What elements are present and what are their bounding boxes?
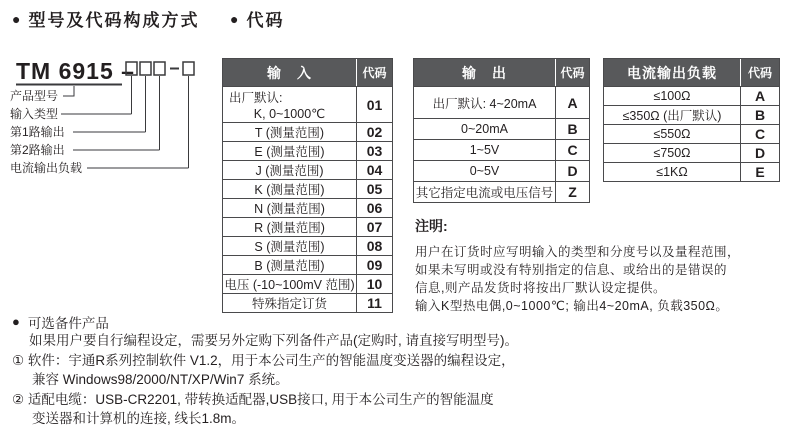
row-label: J (测量范围) xyxy=(255,164,324,178)
label-current-load: 电流输出负载 xyxy=(10,161,83,175)
row-code: D xyxy=(740,144,779,162)
bullet-icon: ● xyxy=(12,314,20,329)
code-box-output1 xyxy=(140,62,151,75)
section-title-model-code xyxy=(12,6,199,31)
header-code: 代码 xyxy=(740,59,779,86)
row-label: 出厂默认: 4~20mA xyxy=(432,96,537,111)
table-row xyxy=(223,236,392,255)
accessories-title-text: 可选备件产品 xyxy=(27,315,109,331)
header-title: 电流输出负载 xyxy=(627,65,717,81)
table-row xyxy=(414,160,589,181)
table-header xyxy=(414,59,589,86)
table-row xyxy=(223,293,392,312)
row-code: C xyxy=(555,140,589,160)
row-code: 10 xyxy=(356,275,392,293)
row-label: ≤550Ω xyxy=(653,127,691,141)
row-code: 02 xyxy=(356,123,392,141)
accessories-title xyxy=(12,312,784,331)
row-label: 0~5V xyxy=(469,164,500,178)
table-row xyxy=(223,217,392,236)
table-row xyxy=(223,122,392,141)
table-header xyxy=(604,59,779,86)
row-label: 出厂默认: K, 0~1000℃ xyxy=(229,91,326,121)
label-output-1: 第1路输出 xyxy=(10,125,65,139)
load-code-table xyxy=(603,58,780,182)
table-row xyxy=(223,274,392,293)
table-row xyxy=(223,160,392,179)
row-label: ≤750Ω xyxy=(653,146,691,160)
row-code: A xyxy=(555,87,589,118)
row-label: N (测量范围) xyxy=(254,202,325,216)
row-code: D xyxy=(555,161,589,181)
section-title-text: 型号及代码构成方式 xyxy=(28,11,200,30)
table-row xyxy=(414,86,589,118)
bullet-icon: ● xyxy=(12,10,21,27)
row-label: 1~5V xyxy=(469,143,500,157)
row-label: S (测量范围) xyxy=(254,240,325,254)
table-row xyxy=(223,255,392,274)
label-input-type: 输入类型 xyxy=(10,107,59,121)
table-row xyxy=(604,86,779,105)
row-label: ≤350Ω (出厂默认) xyxy=(622,109,722,123)
row-code: E xyxy=(740,163,779,181)
table-row xyxy=(604,105,779,124)
header-title: 输 出 xyxy=(462,65,507,81)
row-label: T (测量范围) xyxy=(254,126,325,140)
row-code: 01 xyxy=(356,87,392,122)
row-label: R (测量范围) xyxy=(254,221,325,235)
row-label: E (测量范围) xyxy=(254,145,325,159)
table-row xyxy=(604,162,779,181)
row-code: 07 xyxy=(356,218,392,236)
label-output-2: 第2路输出 xyxy=(10,143,65,157)
table-row xyxy=(414,139,589,160)
table-row xyxy=(414,181,589,202)
section-title-text: 代码 xyxy=(246,11,285,30)
header-title: 输 入 xyxy=(267,65,312,81)
row-label: ≤1KΩ xyxy=(656,165,688,179)
header-code: 代码 xyxy=(555,59,589,86)
model-code-diagram xyxy=(0,48,220,198)
row-code: B xyxy=(555,119,589,139)
note-line: 输入K型热电偶,0~1000℃; 输出4~20mA, 负载350Ω。 xyxy=(415,299,729,313)
note-line: 信息,则产品发货时将按出厂默认设定提供。 xyxy=(415,281,666,295)
accessories-intro: 如果用户要自行编程设定，需要另外定购下列备件产品(定购时, 请直接写明型号)。 xyxy=(29,333,518,348)
code-box-output2 xyxy=(154,62,165,75)
code-box-load xyxy=(183,62,194,75)
row-label: B (测量范围) xyxy=(254,259,325,273)
row-label: 电压 (-10~100mV 范围) xyxy=(224,278,355,292)
row-label: ≤100Ω xyxy=(653,89,691,103)
table-row xyxy=(223,198,392,217)
row-label: 0~20mA xyxy=(461,122,508,136)
row-code: 11 xyxy=(356,294,392,312)
table-header xyxy=(223,59,392,86)
row-code: 03 xyxy=(356,142,392,160)
table-row xyxy=(223,141,392,160)
table-row xyxy=(223,179,392,198)
row-code: C xyxy=(740,125,779,143)
row-code: 06 xyxy=(356,199,392,217)
table-row xyxy=(223,86,392,122)
row-code: 08 xyxy=(356,237,392,255)
row-label: 其它指定电流或电压信号 xyxy=(415,186,554,200)
accessories-section xyxy=(12,312,784,429)
row-code: Z xyxy=(555,182,589,202)
row-code: 09 xyxy=(356,256,392,274)
note-line: 用户在订货时应写明输入的类型和分度号以及量程范围， xyxy=(415,245,741,259)
note-section xyxy=(415,216,785,315)
note-title: 注明: xyxy=(415,218,448,234)
accessory-item-software: ① 软件：宇通R系列控制软件 V1.2，用于本公司生产的智能温度变送器的编程设定， xyxy=(12,352,515,368)
table-row xyxy=(604,124,779,143)
bullet-icon: ● xyxy=(230,10,239,27)
row-label: 特殊指定订货 xyxy=(251,297,327,311)
row-code: 04 xyxy=(356,161,392,179)
accessory-item-cable: ② 适配电缆：USB-CR2201, 带转换适配器,USB接口, 用于本公司生产的智能温度 xyxy=(12,391,494,407)
row-label: K (测量范围) xyxy=(254,183,325,197)
header-code: 代码 xyxy=(356,59,392,86)
table-row xyxy=(604,143,779,162)
table-row xyxy=(414,118,589,139)
accessory-item-cable-cont: 变送器和计算机的连接, 线长1.8m。 xyxy=(32,411,246,426)
row-code: B xyxy=(740,106,779,124)
row-code: A xyxy=(740,87,779,105)
row-code: 05 xyxy=(356,180,392,198)
model-number: TM 6915 – xyxy=(16,58,135,84)
output-code-table xyxy=(413,58,590,203)
input-code-table xyxy=(222,58,393,313)
accessory-item-software-cont: 兼容 Windows98/2000/NT/XP/Win7 系统。 xyxy=(32,372,289,387)
section-title-codes xyxy=(230,6,284,31)
note-line: 如果未写明或没有特别指定的信息、或给出的是错误的 xyxy=(415,263,728,277)
label-product-model: 产品型号 xyxy=(10,89,59,103)
